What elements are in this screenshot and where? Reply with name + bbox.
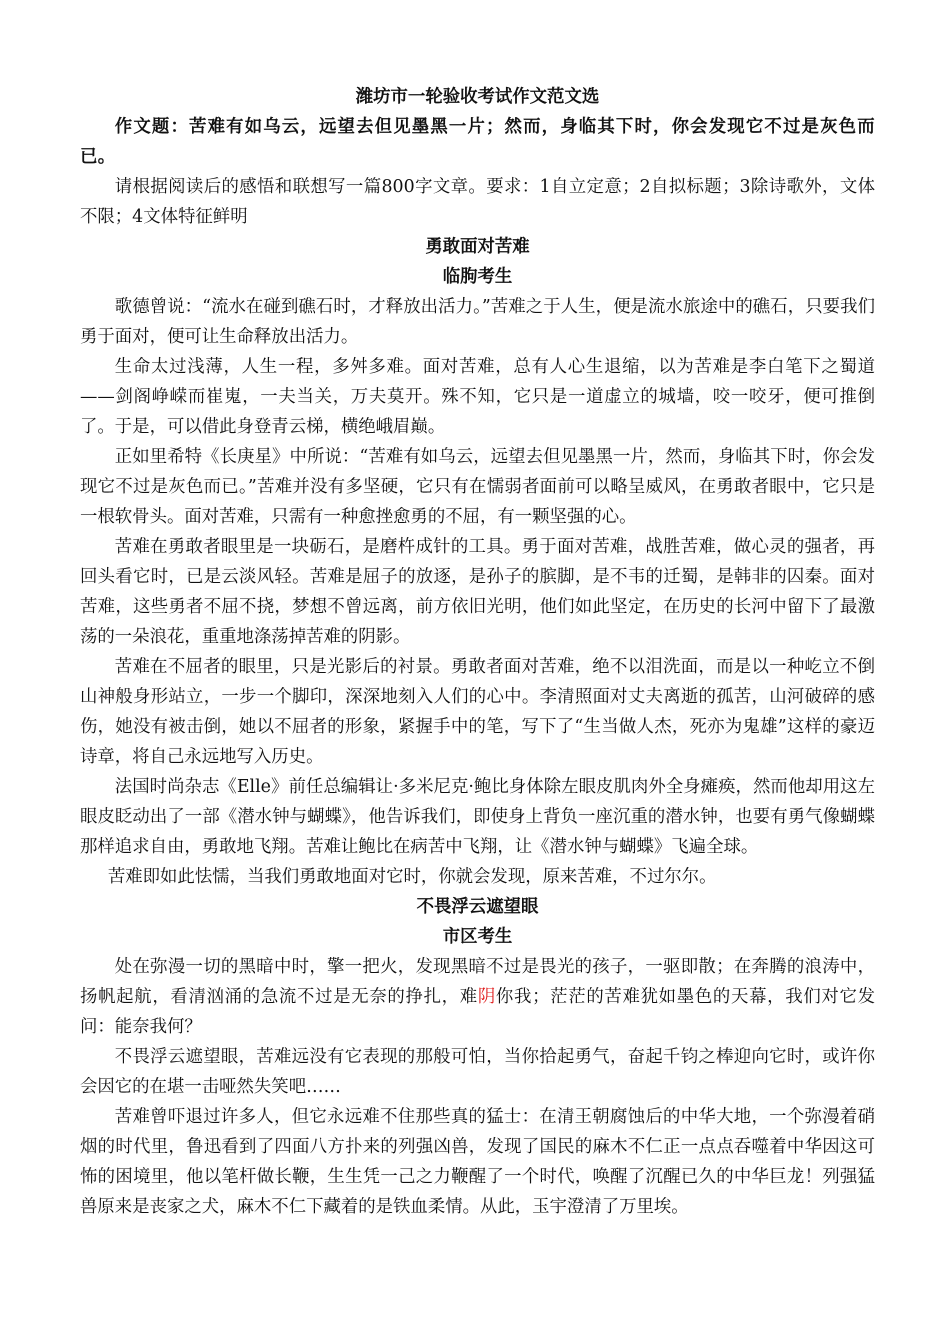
essay2-author: 市区考生 bbox=[442, 927, 513, 947]
essay2-paragraph: 不畏浮云遮望眼，苦难远没有它表现的那般可怕，当你拾起勇气，奋起千钧之棒迎向它时，或许你会因它的在堪一击哑然失笑吧…… bbox=[80, 1047, 875, 1097]
essay2-title: 不畏浮云遮望眼 bbox=[416, 897, 539, 917]
document-title: 潍坊市一轮验收考试作文范文选 bbox=[355, 87, 600, 107]
essay1-paragraph: 正如里希特《长庚星》中所说：“苦难有如乌云，远望去但见墨黑一片，然而，身临其下时，你会发现它不过是灰色而已。”苦难并没有多坚硬，它只有在懦弱者面前可以略呈威风，在勇敢者眼中，它只是一根软骨头。面对苦难，只需有一种愈挫愈勇的不屈，有一颗坚强的心。 bbox=[80, 447, 875, 527]
essay1-paragraph: 歌德曾说：“流水在碰到礁石时，才释放出活力。”苦难之于人生，便是流水旅途中的礁石，只要我们勇于面对，便可让生命释放出活力。 bbox=[80, 297, 875, 347]
essay2-p1-text-end: 你我；茫茫的苦难犹如墨色的天幕，我们对它发问：能奈我何？ bbox=[80, 987, 875, 1037]
essay-prompt: 作文题：苦难有如乌云，远望去但见墨黑一片；然而，身临其下时，你会发现它不过是灰色而已。 bbox=[80, 117, 875, 167]
essay2-p1-text: 处在弥漫一切的黑暗中时，擎一把火，发现黑暗不过是畏光的孩子，一驱即散；在奔腾的浪涛中，扬帆起航，看清汹涌的急流不过是无奈的挣扎，难 bbox=[80, 957, 875, 1007]
essay2-p1-red-char: 阴 bbox=[477, 987, 496, 1007]
essay2-paragraph bbox=[80, 952, 875, 1042]
essay1-paragraph: 苦难在勇敢者眼里是一块砺石，是磨杵成针的工具。勇于面对苦难，战胜苦难，做心灵的强者，再回头看它时，已是云淡风轻。苦难是屈子的放逐，是孙子的膑脚，是不韦的迁蜀，是韩非的囚秦。面对苦难，这些勇者不屈不挠，梦想不曾远离，前方依旧光明，他们如此坚定，在历史的长河中留下了最激荡的一朵浪花，重重地涤荡掉苦难的阴影。 bbox=[80, 537, 875, 647]
essay1-paragraph: 苦难即如此怯懦，当我们勇敢地面对它时，你就会发现，原来苦难，不过尔尔。 bbox=[107, 867, 717, 887]
essay1-paragraph: 苦难在不屈者的眼里，只是光影后的衬景。勇敢者面对苦难，绝不以泪洗面，而是以一种屹立不倒山神般身形站立，一步一个脚印，深深地刻入人们的心中。李清照面对丈夫离逝的孤苦，山河破碎的感伤，她没有被击倒，她以不屈者的形象，紧握手中的笔，写下了“生当做人杰，死亦为鬼雄”这样的豪迈诗章，将自己永远地写入历史。 bbox=[80, 657, 875, 767]
document-page bbox=[80, 82, 875, 1222]
essay-requirements: 请根据阅读后的感悟和联想写一篇800字文章。要求：1自立定意；2自拟标题；3除诗歌外，文体不限；4文体特征鲜明 bbox=[80, 177, 875, 227]
essay2-paragraph: 苦难曾吓退过许多人，但它永远难不住那些真的猛士：在清王朝腐蚀后的中华大地，一个弥漫着硝烟的时代里，鲁迅看到了四面八方扑来的列强凶兽，发现了国民的麻木不仁正一点点吞噬着中华因这可怖的困境里，他以笔杆做长鞭，生生凭一己之力鞭醒了一个时代，唤醒了沉醒已久的中华巨龙！列强猛兽原来是丧家之犬，麻木不仁下藏着的是铁血柔情。从此，玉宇澄清了万里埃。 bbox=[80, 1107, 875, 1217]
essay1-paragraph: 法国时尚杂志《Elle》前任总编辑让·多米尼克·鲍比身体除左眼皮肌肉外全身瘫痪，然而他却用这左眼皮眨动出了一部《潜水钟与蝴蝶》，他告诉我们，即使身上背负一座沉重的潜水钟，也要有勇气像蝴蝶那样追求自由，勇敢地飞翔。苦难让鲍比在病苦中飞翔，让《潜水钟与蝴蝶》飞遍全球。 bbox=[80, 777, 875, 857]
essay1-author: 临朐考生 bbox=[442, 267, 513, 287]
essay1-paragraph: 生命太过浅薄，人生一程，多舛多难。面对苦难，总有人心生退缩，以为苦难是李白笔下之蜀道——剑阁峥嵘而崔嵬，一夫当关，万夫莫开。殊不知，它只是一道虚立的城墙，咬一咬牙，便可推倒了。于是，可以借此身登青云梯，横绝峨眉巅。 bbox=[80, 357, 875, 437]
essay1-title: 勇敢面对苦难 bbox=[425, 237, 530, 257]
